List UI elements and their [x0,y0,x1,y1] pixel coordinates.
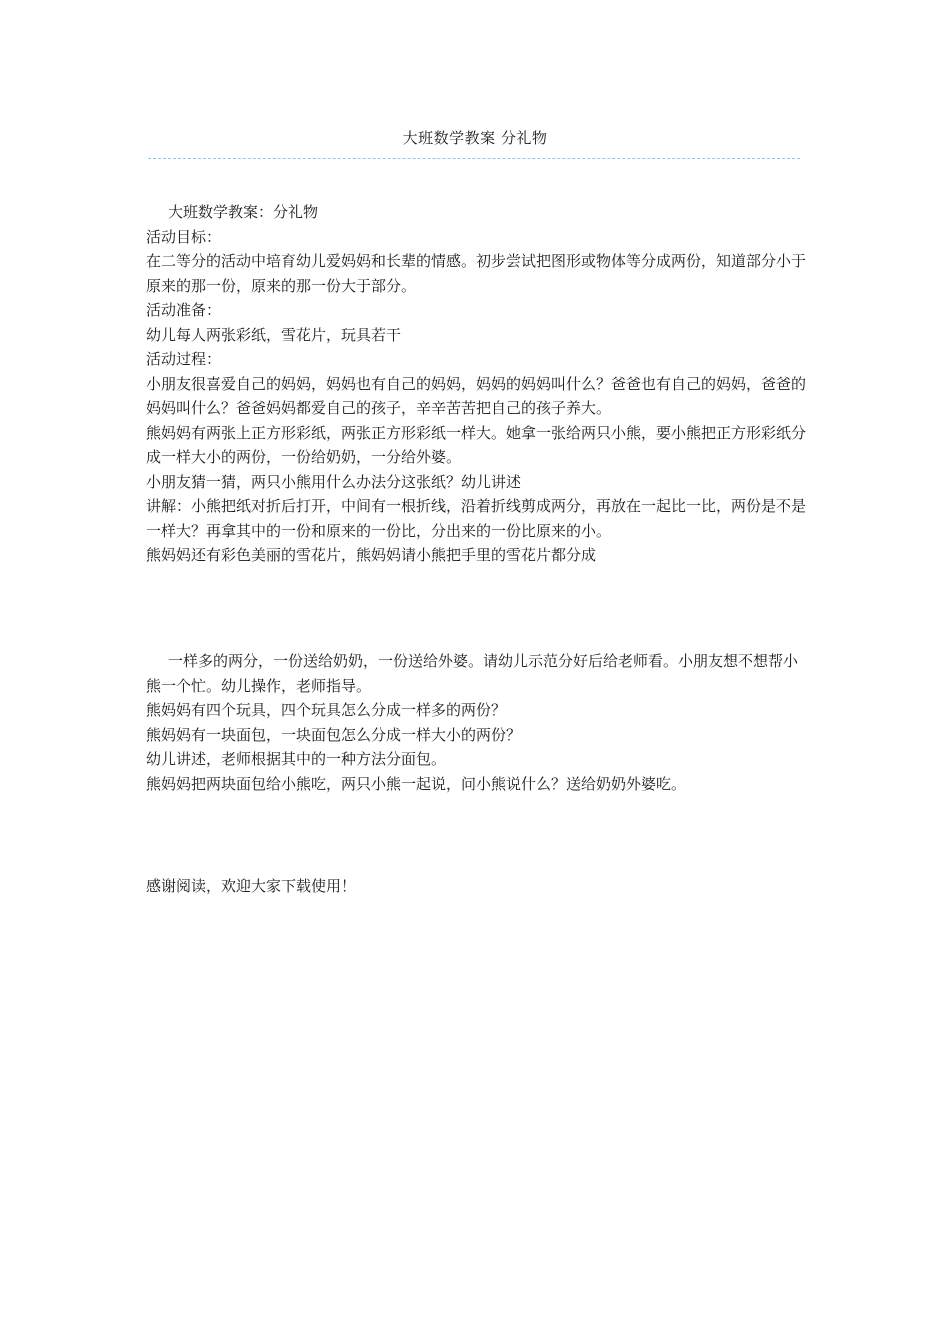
paragraph-continued-4: 幼儿讲述，老师根据其中的一种方法分面包。 [146,750,447,768]
paragraph-process-2: 熊妈妈有两张上正方形彩纸，两张正方形彩纸一样大。她拿一张给两只小熊，要小熊把正方形彩纸分成一样大小的两份，一份给奶奶，一分给外婆。 [146,423,807,466]
heading-text: 大班数学教案：分礼物 [168,203,319,221]
label-activity-prep: 活动准备： [146,301,222,319]
paragraph-goal: 在二等分的活动中培育幼儿爱妈妈和长辈的情感。初步尝试把图形或物体等分成两份，知道部分小于原来的那一份，原来的那一份大于部分。 [146,252,807,295]
paragraph-continued-3: 熊妈妈有一块面包，一块面包怎么分成一样大小的两份？ [146,725,522,744]
paragraph-process-1: 小朋友很喜爱自己的妈妈，妈妈也有自己的妈妈，妈妈的妈妈叫什么？爸爸也有自己的妈妈，爸爸的妈妈叫什么？爸爸妈妈都爱自己的孩子，辛辛苦苦把自己的孩子养大。 [146,374,807,417]
paragraph-process-3: 小朋友猜一猜，两只小熊用什么办法分这张纸？幼儿讲述 [146,472,522,491]
section-lesson-plan [146,200,806,568]
paragraph-process-4: 讲解：小熊把纸对折后打开，中间有一根折线，沿着折线剪成两分，再放在一起比一比，两份是不是一样大？再拿其中的一份和原来的一份比，分出来的一份比原来的小。 [146,497,807,540]
paragraph-prep: 幼儿每人两张彩纸，雪花片，玩具若干 [146,325,402,344]
paragraph-continued-2: 熊妈妈有四个玩具，四个玩具怎么分成一样多的两份？ [146,701,507,719]
label-activity-process: 活动过程： [146,350,222,368]
label-activity-goal: 活动目标： [146,227,222,246]
paragraph-continued-5: 熊妈妈把两块面包给小熊吃，两只小熊一起说，问小熊说什么？送给奶奶外婆吃。 [146,774,687,793]
section-continued [146,649,806,796]
title-divider [148,158,800,159]
paragraph-process-5: 熊妈妈还有彩色美丽的雪花片，熊妈妈请小熊把手里的雪花片都分成 [146,546,597,564]
section-footer [146,874,806,899]
page-title: 大班数学教案 分礼物 [402,129,548,147]
paragraph-continued-1: 一样多的两分，一份送给奶奶，一份送给外婆。请幼儿示范分好后给老师看。小朋友想不想帮小熊一个忙。幼儿操作，老师指导。 [146,652,799,695]
closing-text: 感谢阅读，欢迎大家下载使用！ [146,877,357,895]
